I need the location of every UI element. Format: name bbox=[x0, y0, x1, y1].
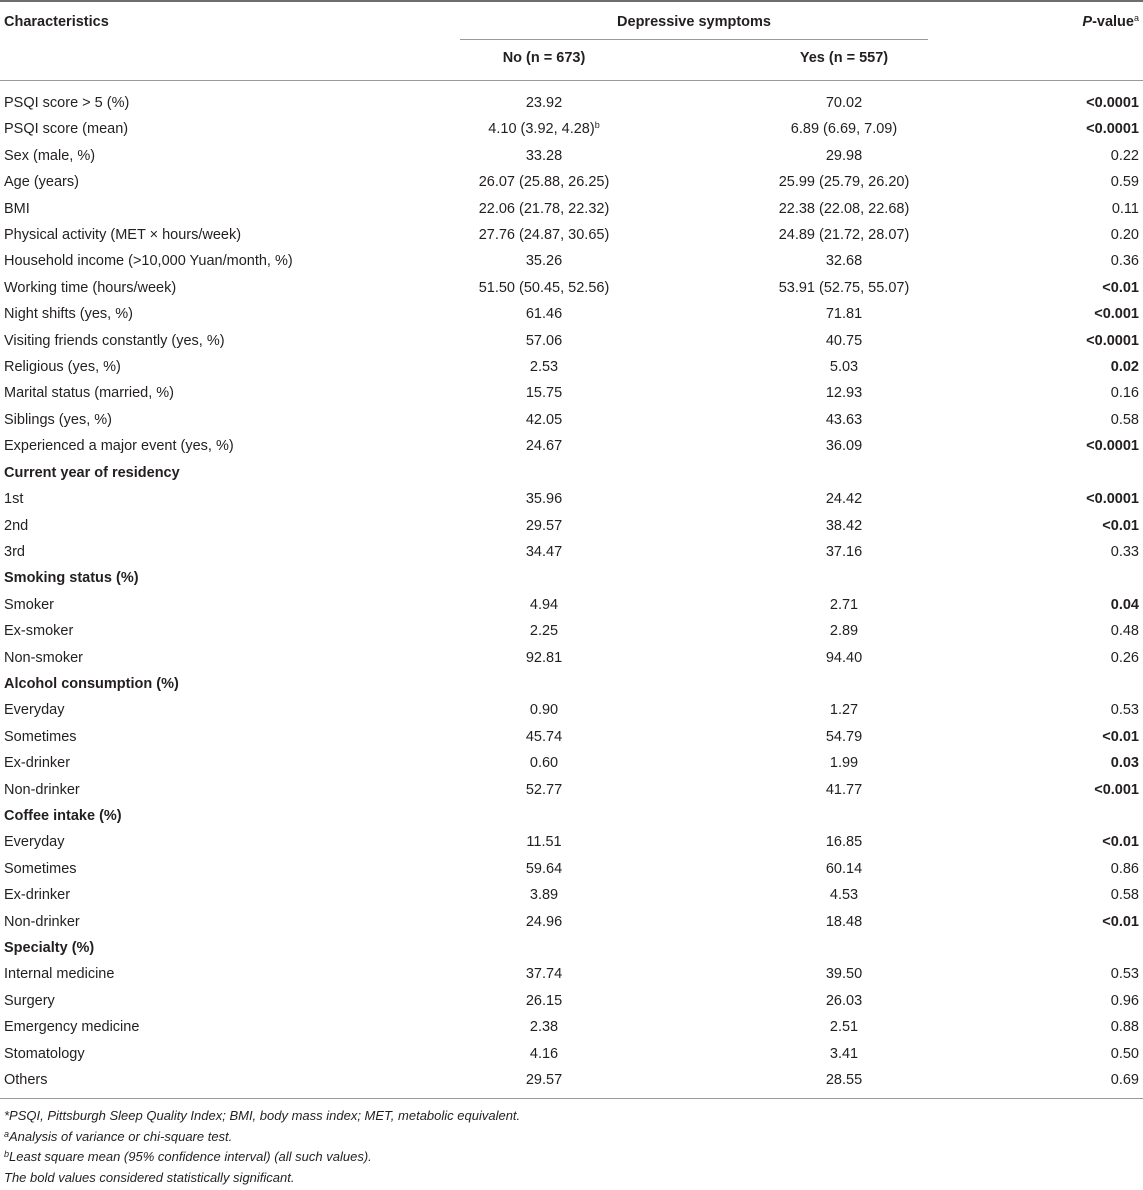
header-p-value: P-value$^a$ bbox=[1082, 13, 1139, 30]
characteristic-label: 3rd bbox=[4, 543, 25, 560]
yes-group-value: 6.89 (6.69, 7.09) bbox=[790, 121, 898, 138]
yes-group-value: 22.38 (22.08, 22.68) bbox=[778, 200, 910, 217]
yes-group-value: 26.03 bbox=[825, 992, 863, 1009]
section-header-row bbox=[0, 565, 1143, 591]
no-group-value: 59.64 bbox=[525, 860, 563, 877]
p-value: 0.36 bbox=[1110, 253, 1139, 270]
p-value: 0.53 bbox=[1110, 966, 1139, 983]
yes-group-value: 37.16 bbox=[825, 543, 863, 560]
table-row bbox=[0, 354, 1143, 380]
characteristic-label: PSQI score (mean) bbox=[4, 121, 129, 138]
table-row bbox=[0, 856, 1143, 882]
p-value: <0.001 bbox=[1094, 306, 1139, 323]
footnotes bbox=[4, 1106, 520, 1188]
yes-group-value: 2.71 bbox=[829, 596, 859, 613]
characteristic-label: Household income (>10,000 Yuan/month, %) bbox=[4, 253, 293, 270]
no-group-value: 42.05 bbox=[525, 411, 563, 428]
p-value bbox=[928, 565, 1143, 591]
characteristic-label: Physical activity (MET × hours/week) bbox=[4, 227, 242, 244]
characteristic-label: Non-drinker bbox=[4, 781, 80, 798]
yes-group-value: 53.91 (52.75, 55.07) bbox=[778, 279, 910, 296]
no-group-value: 15.75 bbox=[525, 385, 563, 402]
table-row bbox=[0, 90, 1143, 116]
no-group-value: 92.81 bbox=[525, 649, 563, 666]
table-row bbox=[0, 592, 1143, 618]
section-header-row bbox=[0, 803, 1143, 829]
p-value: <0.001 bbox=[1094, 781, 1139, 798]
p-value: 0.50 bbox=[1110, 1045, 1139, 1062]
yes-group-value: 32.68 bbox=[825, 253, 863, 270]
no-group-value: 23.92 bbox=[525, 95, 563, 111]
yes-group-value: 71.81 bbox=[825, 306, 863, 323]
no-group-value: 2.38 bbox=[529, 1019, 559, 1036]
no-group-value: 45.74 bbox=[525, 728, 563, 745]
header-bottom-rule bbox=[0, 80, 1143, 81]
characteristic-label: Sometimes bbox=[4, 860, 77, 877]
characteristic-label: 2nd bbox=[4, 517, 29, 534]
header-no-group: No (n = 673) bbox=[502, 50, 586, 66]
characteristic-label: Ex-drinker bbox=[4, 887, 71, 904]
p-value bbox=[928, 935, 1143, 961]
footnote-b: $^b$Least square mean (95% confidence interval) (all such values). bbox=[4, 1149, 372, 1164]
characteristic-label: 1st bbox=[4, 491, 24, 508]
p-value: 0.33 bbox=[1110, 543, 1139, 560]
no-group-value: 51.50 (50.45, 52.56) bbox=[478, 279, 610, 296]
yes-group-value: 5.03 bbox=[829, 359, 859, 376]
yes-group-value: 4.53 bbox=[829, 887, 859, 904]
yes-group-value: 18.48 bbox=[825, 913, 863, 930]
yes-group-value: 12.93 bbox=[825, 385, 863, 402]
no-group-value: 29.57 bbox=[525, 517, 563, 534]
yes-group-value bbox=[760, 565, 928, 591]
no-group-value bbox=[460, 460, 628, 486]
characteristic-label: PSQI score > 5 (%) bbox=[4, 95, 130, 111]
yes-group-value: 24.89 (21.72, 28.07) bbox=[778, 227, 910, 244]
no-group-value: 57.06 bbox=[525, 332, 563, 349]
table-row bbox=[0, 777, 1143, 803]
yes-group-value: 16.85 bbox=[825, 834, 863, 851]
no-group-value: 52.77 bbox=[525, 781, 563, 798]
footnote-a: $^a$Analysis of variance or chi-square test. bbox=[4, 1128, 233, 1144]
p-value: <0.0001 bbox=[1086, 332, 1139, 349]
header-characteristics: Characteristics bbox=[4, 14, 109, 30]
no-group-value: 0.60 bbox=[529, 755, 559, 772]
p-value: 0.53 bbox=[1110, 702, 1139, 719]
group-span-rule bbox=[460, 39, 928, 40]
table-row bbox=[0, 328, 1143, 354]
table-row bbox=[0, 539, 1143, 565]
section-label: Current year of residency bbox=[4, 464, 180, 481]
table-row bbox=[0, 988, 1143, 1014]
yes-group-value: 60.14 bbox=[825, 860, 863, 877]
yes-group-value: 41.77 bbox=[825, 781, 863, 798]
header-depressive-symptoms: Depressive symptoms bbox=[617, 14, 771, 30]
p-value bbox=[928, 671, 1143, 697]
section-header-row bbox=[0, 935, 1143, 961]
yes-group-value bbox=[760, 671, 928, 697]
section-header-row bbox=[0, 460, 1143, 486]
table-row bbox=[0, 486, 1143, 512]
table-row bbox=[0, 645, 1143, 671]
yes-group-value: 28.55 bbox=[825, 1072, 863, 1089]
yes-group-value bbox=[760, 803, 928, 829]
characteristic-label: Surgery bbox=[4, 992, 55, 1009]
table-row bbox=[0, 1014, 1143, 1040]
table-row bbox=[0, 196, 1143, 222]
yes-group-value: 3.41 bbox=[829, 1045, 859, 1062]
table-row bbox=[0, 1067, 1143, 1093]
no-group-value: 2.25 bbox=[529, 623, 559, 640]
yes-group-value bbox=[760, 460, 928, 486]
table-row bbox=[0, 724, 1143, 750]
yes-group-value bbox=[760, 935, 928, 961]
header-yes-group: Yes (n = 557) bbox=[799, 50, 889, 66]
no-group-value: 4.94 bbox=[529, 596, 559, 613]
p-value: 0.22 bbox=[1110, 147, 1139, 164]
p-value: 0.58 bbox=[1110, 411, 1139, 428]
table-row bbox=[0, 248, 1143, 274]
characteristic-label: Marital status (married, %) bbox=[4, 385, 175, 402]
p-value: 0.69 bbox=[1110, 1072, 1139, 1089]
no-group-value: 35.26 bbox=[525, 253, 563, 270]
characteristic-label: Emergency medicine bbox=[4, 1019, 140, 1036]
characteristic-label: Everyday bbox=[4, 702, 65, 719]
table-row bbox=[0, 301, 1143, 327]
characteristic-label: Non-smoker bbox=[4, 649, 83, 666]
characteristic-label: Ex-drinker bbox=[4, 755, 71, 772]
table-row bbox=[0, 169, 1143, 195]
characteristic-label: Sex (male, %) bbox=[4, 147, 96, 164]
p-value: 0.04 bbox=[1110, 596, 1139, 613]
no-group-value: 2.53 bbox=[529, 359, 559, 376]
p-value: <0.0001 bbox=[1086, 438, 1139, 455]
characteristic-label: Smoker bbox=[4, 596, 54, 613]
characteristic-label: Non-drinker bbox=[4, 913, 80, 930]
footnote-bold-values: The bold values considered statistically significant. bbox=[4, 1169, 295, 1185]
yes-group-value: 94.40 bbox=[825, 649, 863, 666]
table-bottom-rule bbox=[0, 1098, 1143, 1099]
no-group-value: 29.57 bbox=[525, 1072, 563, 1089]
yes-group-value: 38.42 bbox=[825, 517, 863, 534]
p-value: <0.01 bbox=[1102, 834, 1139, 851]
p-value: 0.20 bbox=[1110, 227, 1139, 244]
no-group-value bbox=[460, 671, 628, 697]
characteristic-label: Others bbox=[4, 1072, 48, 1089]
characteristic-label: Experienced a major event (yes, %) bbox=[4, 438, 234, 455]
no-group-value: 22.06 (21.78, 22.32) bbox=[478, 200, 610, 217]
characteristic-label: Ex-smoker bbox=[4, 623, 74, 640]
no-group-value: 33.28 bbox=[525, 147, 563, 164]
no-group-value bbox=[460, 935, 628, 961]
table-row bbox=[0, 1041, 1143, 1067]
characteristic-label: Stomatology bbox=[4, 1045, 85, 1062]
no-group-value bbox=[460, 803, 628, 829]
table-row bbox=[0, 380, 1143, 406]
p-value: 0.48 bbox=[1110, 623, 1139, 640]
footnote-abbreviations: *PSQI, Pittsburgh Sleep Quality Index; BMI, body mass index; MET, metabolic equivalent. bbox=[4, 1108, 521, 1123]
no-group-value: 26.15 bbox=[525, 992, 563, 1009]
characteristic-label: Age (years) bbox=[4, 174, 79, 191]
p-value: <0.0001 bbox=[1086, 491, 1139, 508]
section-label: Specialty (%) bbox=[4, 940, 95, 956]
table-row bbox=[0, 143, 1143, 169]
yes-group-value: 25.99 (25.79, 26.20) bbox=[778, 174, 910, 191]
yes-group-value: 2.89 bbox=[829, 623, 859, 640]
no-group-value: 27.76 (24.87, 30.65) bbox=[478, 227, 610, 244]
characteristic-label: BMI bbox=[4, 200, 30, 217]
table-row bbox=[0, 961, 1143, 987]
yes-group-value: 39.50 bbox=[825, 966, 863, 983]
yes-group-value: 70.02 bbox=[825, 95, 863, 111]
p-value: 0.86 bbox=[1110, 860, 1139, 877]
yes-group-value: 54.79 bbox=[825, 728, 863, 745]
no-group-value: 4.10 (3.92, 4.28)$^b$ bbox=[488, 120, 600, 138]
no-group-value: 26.07 (25.88, 26.25) bbox=[478, 174, 610, 191]
table-row bbox=[0, 513, 1143, 539]
characteristic-label: Night shifts (yes, %) bbox=[4, 306, 133, 323]
p-value: 0.16 bbox=[1110, 385, 1139, 402]
no-group-value: 3.89 bbox=[529, 887, 559, 904]
characteristic-label: Everyday bbox=[4, 834, 65, 851]
section-label: Smoking status (%) bbox=[4, 570, 139, 587]
section-label: Alcohol consumption (%) bbox=[4, 675, 179, 692]
yes-group-value: 2.51 bbox=[829, 1019, 859, 1036]
yes-group-value: 40.75 bbox=[825, 332, 863, 349]
p-value: 0.26 bbox=[1110, 649, 1139, 666]
p-value: 0.88 bbox=[1110, 1019, 1139, 1036]
p-value: 0.59 bbox=[1110, 174, 1139, 191]
no-group-value: 61.46 bbox=[525, 306, 563, 323]
characteristic-label: Internal medicine bbox=[4, 966, 115, 983]
characteristic-label: Religious (yes, %) bbox=[4, 359, 121, 376]
p-value: 0.03 bbox=[1110, 755, 1139, 772]
p-value: 0.96 bbox=[1110, 992, 1139, 1009]
p-value: 0.11 bbox=[1111, 200, 1139, 217]
yes-group-value: 1.27 bbox=[829, 702, 859, 719]
no-group-value: 37.74 bbox=[525, 966, 563, 983]
table-row bbox=[0, 909, 1143, 935]
no-group-value: 11.51 bbox=[526, 834, 562, 851]
table-row bbox=[0, 750, 1143, 776]
yes-group-value: 36.09 bbox=[825, 438, 863, 455]
no-group-value: 35.96 bbox=[525, 491, 563, 508]
p-value bbox=[928, 803, 1143, 829]
section-header-row bbox=[0, 671, 1143, 697]
table-row bbox=[0, 829, 1143, 855]
no-group-value: 34.47 bbox=[525, 543, 563, 560]
p-value: 0.02 bbox=[1110, 359, 1139, 376]
p-value bbox=[928, 460, 1143, 486]
table-row bbox=[0, 116, 1143, 142]
characteristic-label: Visiting friends constantly (yes, %) bbox=[4, 332, 225, 349]
p-value: 0.58 bbox=[1110, 887, 1139, 904]
no-group-value: 4.16 bbox=[529, 1045, 559, 1062]
table-row bbox=[0, 222, 1143, 248]
p-value: <0.0001 bbox=[1086, 121, 1139, 138]
section-label: Coffee intake (%) bbox=[4, 807, 122, 824]
table-row bbox=[0, 697, 1143, 723]
yes-group-value: 43.63 bbox=[825, 411, 863, 428]
table-row bbox=[0, 882, 1143, 908]
no-group-value: 24.96 bbox=[525, 913, 563, 930]
table-top-rule bbox=[0, 0, 1143, 2]
p-value: <0.0001 bbox=[1086, 95, 1139, 111]
p-value: <0.01 bbox=[1102, 517, 1139, 534]
no-group-value: 0.90 bbox=[529, 702, 559, 719]
characteristic-label: Siblings (yes, %) bbox=[4, 411, 112, 428]
yes-group-value: 29.98 bbox=[825, 147, 863, 164]
table-row bbox=[0, 618, 1143, 644]
p-value: <0.01 bbox=[1102, 279, 1139, 296]
no-group-value bbox=[460, 565, 628, 591]
p-value: <0.01 bbox=[1102, 728, 1139, 745]
characteristic-label: Working time (hours/week) bbox=[4, 279, 177, 296]
characteristic-label: Sometimes bbox=[4, 728, 77, 745]
table-row bbox=[0, 407, 1143, 433]
table-row bbox=[0, 275, 1143, 301]
p-value: <0.01 bbox=[1102, 913, 1139, 930]
yes-group-value: 24.42 bbox=[825, 491, 863, 508]
yes-group-value: 1.99 bbox=[829, 755, 859, 772]
characteristics-table bbox=[0, 90, 1143, 1093]
no-group-value: 24.67 bbox=[525, 438, 563, 455]
table-row bbox=[0, 433, 1143, 459]
